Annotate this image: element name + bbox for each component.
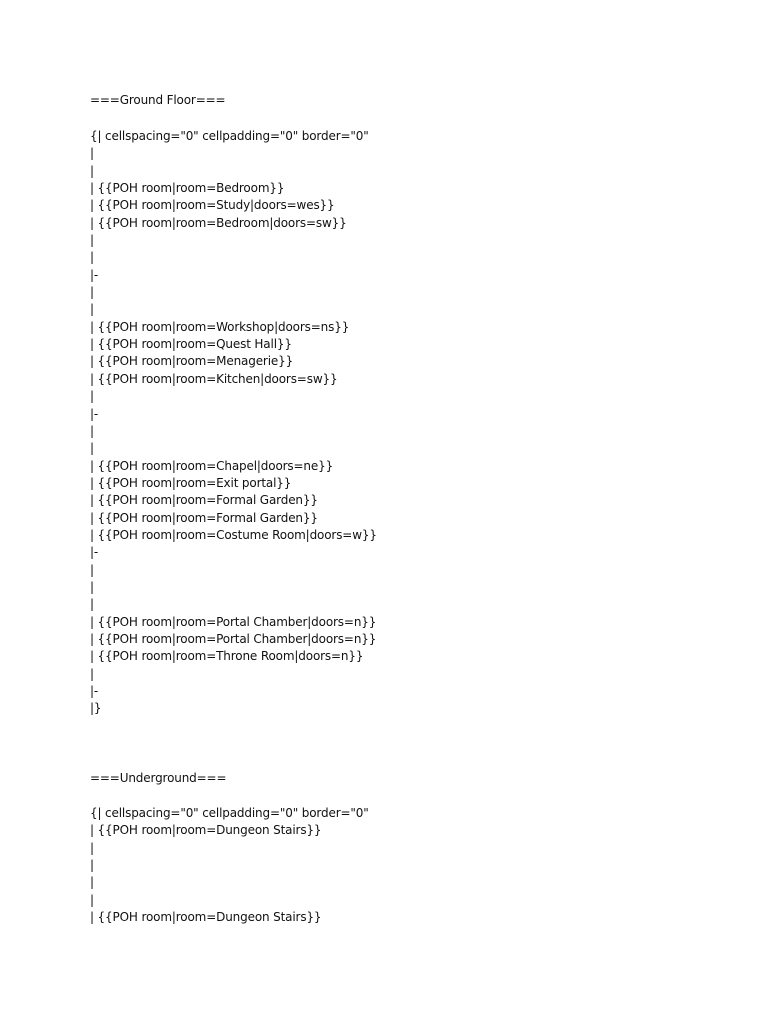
markup-line: | <box>90 233 94 248</box>
markup-line: | <box>90 858 94 873</box>
markup-line: |- <box>90 267 99 282</box>
markup-line: | <box>90 423 94 438</box>
markup-line: | {{POH room|room=Throne Room|doors=n}} <box>90 649 364 664</box>
markup-line: | <box>90 562 94 577</box>
markup-line: | <box>90 389 94 404</box>
markup-line: | {{POH room|room=Dungeon Stairs}} <box>90 823 322 838</box>
markup-line: | <box>90 666 94 681</box>
markup-line: | {{POH room|room=Study|doors=wes}} <box>90 198 335 213</box>
markup-line: | <box>90 840 94 855</box>
markup-line: | <box>90 302 94 317</box>
markup-line: | <box>90 163 94 178</box>
markup-line: | {{POH room|room=Costume Room|doors=w}} <box>90 527 377 542</box>
markup-line: | {{POH room|room=Formal Garden}} <box>90 510 318 525</box>
underground-table-markup <box>90 805 730 926</box>
markup-line: | {{POH room|room=Portal Chamber|doors=n}} <box>90 631 377 646</box>
markup-line: | <box>90 892 94 907</box>
markup-line: | <box>90 146 94 161</box>
markup-line: |- <box>90 684 99 698</box>
markup-line: | {{POH room|room=Portal Chamber|doors=n}} <box>90 614 377 629</box>
ground-floor-table-markup <box>90 128 730 718</box>
markup-line: |- <box>90 545 99 560</box>
markup-line: | {{POH room|room=Bedroom|doors=sw}} <box>90 215 347 230</box>
markup-line: | {{POH room|room=Bedroom}} <box>90 181 285 196</box>
markup-line: | <box>90 250 94 265</box>
markup-line: | {{POH room|room=Workshop|doors=ns}} <box>90 319 350 334</box>
markup-line: | {{POH room|room=Formal Garden}} <box>90 493 318 508</box>
markup-line: | <box>90 875 94 890</box>
markup-line: | <box>90 597 94 612</box>
markup-line: | {{POH room|room=Dungeon Stairs}} <box>90 910 322 925</box>
ground-floor-heading: ===Ground Floor=== <box>90 93 226 107</box>
markup-line: | <box>90 441 94 456</box>
markup-line: | <box>90 579 94 594</box>
underground-heading: ===Underground=== <box>90 771 227 785</box>
markup-line: | {{POH room|room=Quest Hall}} <box>90 337 292 352</box>
markup-line: | {{POH room|room=Kitchen|doors=sw}} <box>90 371 338 386</box>
markup-line: |- <box>90 406 99 421</box>
markup-line: | {{POH room|room=Menagerie}} <box>90 354 294 369</box>
markup-line: | {{POH room|room=Chapel|doors=ne}} <box>90 458 334 473</box>
markup-line: | {{POH room|room=Exit portal}} <box>90 475 292 490</box>
markup-line: |} <box>90 701 102 716</box>
markup-line: | <box>90 285 94 300</box>
markup-line: {| cellspacing="0" cellpadding="0" border="0" <box>90 806 369 820</box>
markup-line: {| cellspacing="0" cellpadding="0" border="0" <box>90 129 369 143</box>
